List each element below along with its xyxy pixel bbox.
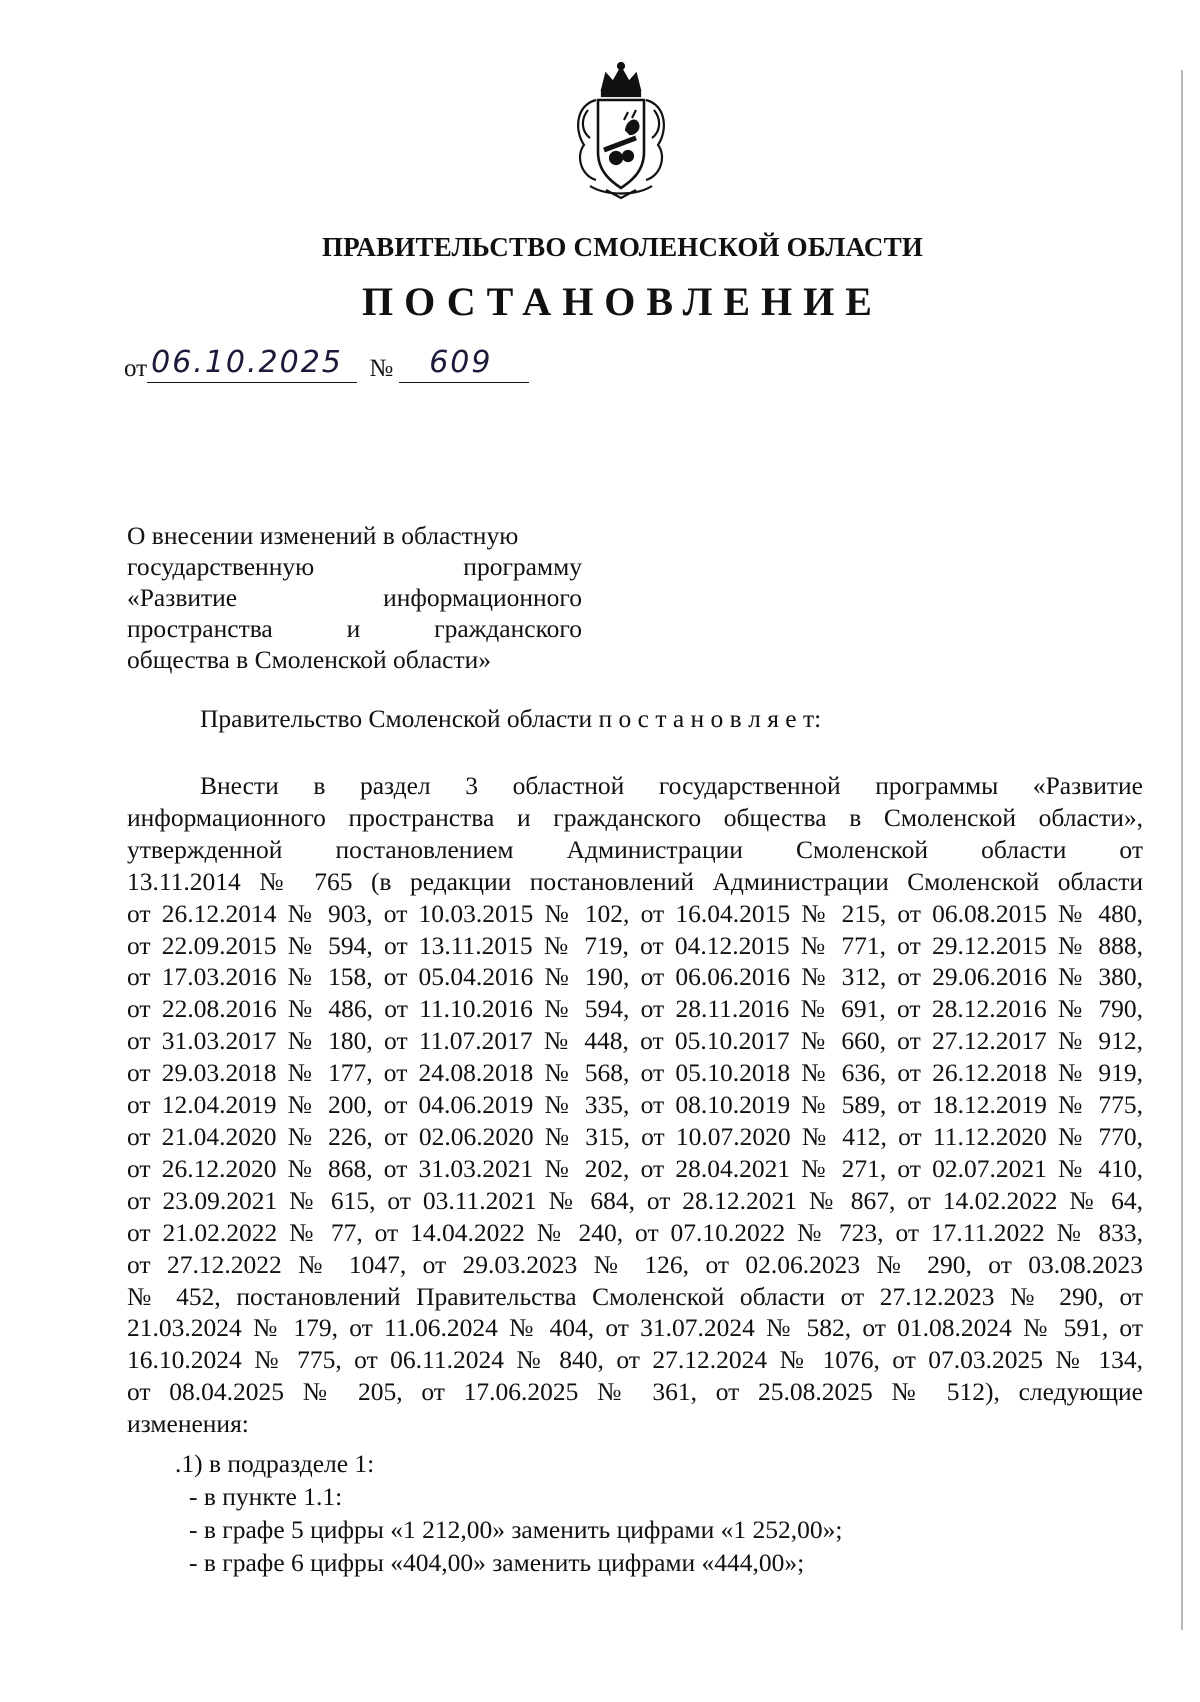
list-item: - в графе 5 цифры «1 212,00» заменить цифрами «1 252,00»; <box>189 1515 843 1544</box>
subject-line: «Развитие информационного <box>127 583 582 612</box>
body-line: от 17.03.2016 № 158, от 05.04.2016 № 190, от 06.06.2016 № 312, от 29.06.2016 № 380, <box>127 962 1143 992</box>
decree-body <box>127 770 1143 1440</box>
body-line: от 23.09.2021 № 615, от 03.11.2021 № 684, от 28.12.2021 № 867, от 14.02.2022 № 64, <box>127 1185 1143 1215</box>
subject-line: пространства и гражданского <box>127 614 582 643</box>
body-line: информационного пространства и гражданского общества в Смоленской области», <box>127 802 1143 832</box>
body-line: утвержденной постановлением Администрации Смоленской области от <box>127 834 1143 864</box>
body-line: от 12.04.2019 № 200, от 04.06.2019 № 335, от 08.10.2019 № 589, от 18.12.2019 № 775, <box>127 1090 1143 1120</box>
list-item: - в графе 6 цифры «404,00» заменить цифрами «444,00»; <box>189 1548 805 1577</box>
body-line: от 21.02.2022 № 77, от 14.04.2022 № 240, от 07.10.2022 № 723, от 17.11.2022 № 833, <box>127 1217 1143 1247</box>
decree-subject <box>127 520 582 675</box>
body-line: от 27.12.2022 № 1047, от 29.03.2023 № 126, от 02.06.2023 № 290, от 03.08.2023 <box>127 1249 1143 1279</box>
body-line: 21.03.2024 № 179, от 11.06.2024 № 404, от 31.07.2024 № 582, от 01.08.2024 № 591, от <box>127 1313 1143 1343</box>
body-line: 13.11.2014 № 765 (в редакции постановлений Администрации Смоленской области <box>127 866 1143 896</box>
handwritten-number: 609 <box>429 345 493 380</box>
subject-line: О внесении изменений в областную <box>127 521 519 550</box>
body-line: от 22.09.2015 № 594, от 13.11.2015 № 719, от 04.12.2015 № 771, от 29.12.2015 № 888, <box>127 930 1143 960</box>
subject-line: государственную программу <box>127 552 582 581</box>
body-line: от 26.12.2020 № 868, от 31.03.2021 № 202, от 28.04.2021 № 271, от 02.07.2021 № 410, <box>127 1153 1143 1183</box>
date-number-line <box>124 345 529 383</box>
handwritten-date: 06.10.2025 <box>151 345 343 380</box>
body-line: от 29.03.2018 № 177, от 24.08.2018 № 568, от 05.10.2018 № 636, от 26.12.2018 № 919, <box>127 1058 1143 1088</box>
number-field <box>399 345 529 383</box>
body-line: от 21.04.2020 № 226, от 02.06.2020 № 315, от 10.07.2020 № 412, от 11.12.2020 № 770, <box>127 1121 1143 1151</box>
subject-line: общества в Смоленской области» <box>127 645 492 674</box>
body-line: от 08.04.2025 № 205, от 17.06.2025 № 361, от 25.08.2025 № 512), следующие <box>127 1377 1143 1407</box>
number-prefix: № <box>369 355 394 382</box>
body-line: от 26.12.2014 № 903, от 10.03.2015 № 102, от 16.04.2015 № 215, от 06.08.2015 № 480, <box>127 898 1143 928</box>
body-line: № 452, постановлений Правительства Смоленской области от 27.12.2023 № 290, от <box>127 1281 1143 1311</box>
body-line: изменения: <box>127 1409 249 1439</box>
changes-list <box>175 1447 843 1579</box>
list-item: - в пункте 1.1: <box>189 1482 343 1511</box>
body-line: 16.10.2024 № 775, от 06.11.2024 № 840, от 27.12.2024 № 1076, от 07.03.2025 № 134, <box>127 1345 1143 1375</box>
preamble: Правительство Смоленской области п о с т а н о в л я е т: <box>200 704 822 733</box>
government-title: ПРАВИТЕЛЬСТВО СМОЛЕНСКОЙ ОБЛАСТИ <box>321 232 924 262</box>
document-type-title: ПОСТАНОВЛЕНИЕ <box>362 279 883 324</box>
list-item: .1) в подразделе 1: <box>175 1449 375 1478</box>
date-prefix: от <box>124 355 148 382</box>
body-line: от 22.08.2016 № 486, от 11.10.2016 № 594, от 28.11.2016 № 691, от 28.12.2016 № 790, <box>127 994 1143 1024</box>
body-line: Внести в раздел 3 областной государственной программы «Развитие <box>200 771 1143 800</box>
smolensk-coat-of-arms-icon <box>566 60 676 200</box>
date-field <box>147 345 357 383</box>
body-line: от 31.03.2017 № 180, от 11.07.2017 № 448, от 05.10.2017 № 660, от 27.12.2017 № 912, <box>127 1026 1143 1056</box>
